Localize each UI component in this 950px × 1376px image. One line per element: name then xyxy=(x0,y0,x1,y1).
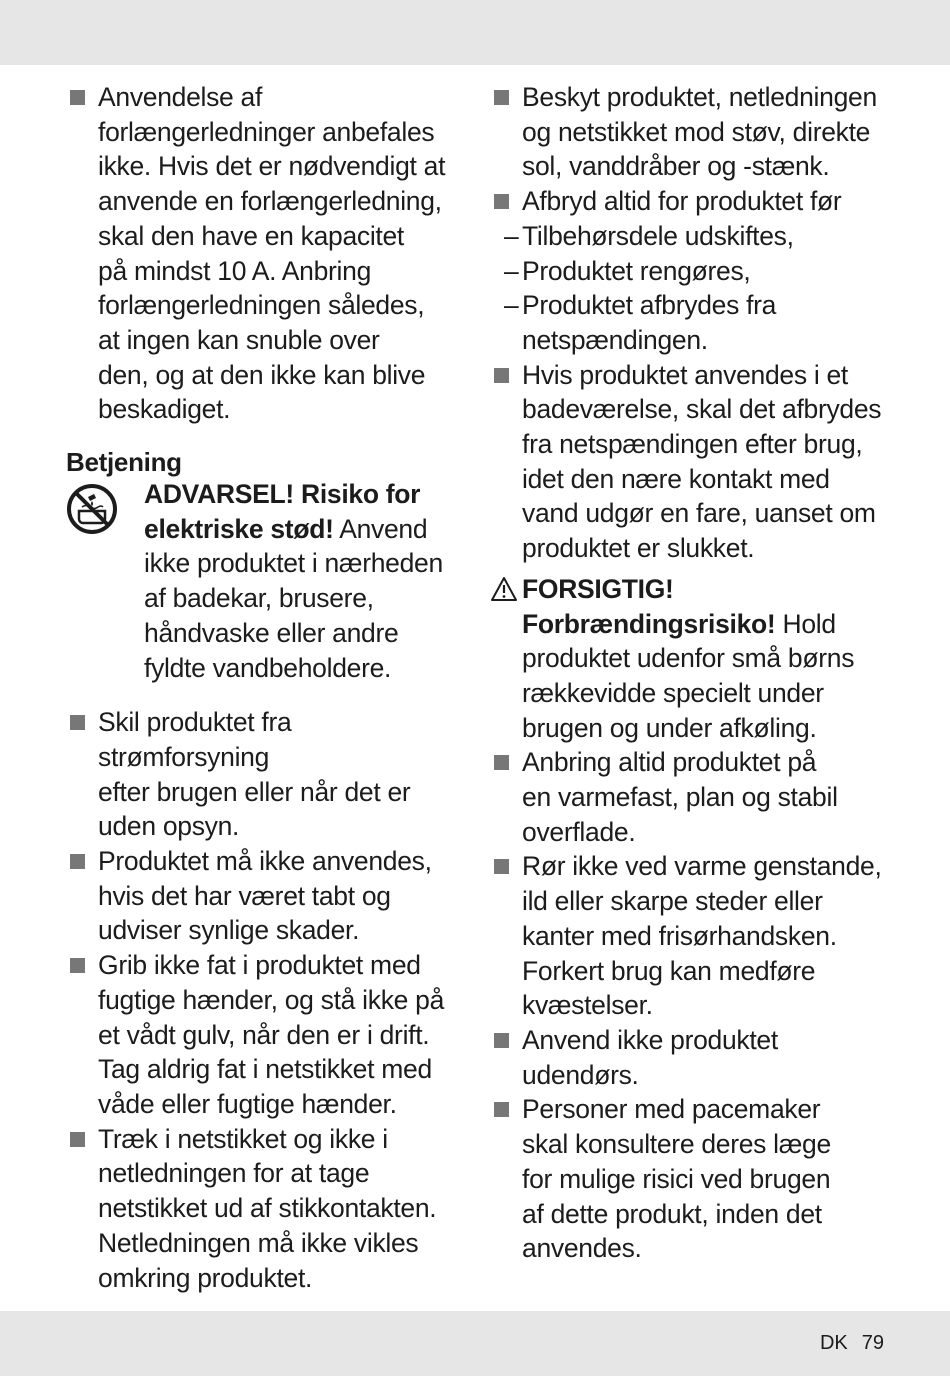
right-column xyxy=(490,80,885,1266)
warning-block xyxy=(66,477,466,685)
text-line: forlængerledninger anbefales xyxy=(98,116,435,147)
text-line: våde eller fugtige hænder. xyxy=(98,1088,397,1119)
text-line: ikke produktet i nærheden xyxy=(144,548,443,579)
top-band xyxy=(0,0,950,65)
text-line: netstikket ud af stikkontakten. xyxy=(98,1193,437,1224)
dash-item xyxy=(504,254,885,289)
dash-marker: – xyxy=(504,220,519,251)
text-line: hvis det har været tabt og xyxy=(98,880,391,911)
text-line: Rør ikke ved varme genstande, xyxy=(522,851,882,882)
bullet-square xyxy=(494,90,509,105)
bullet-square xyxy=(494,194,509,209)
text-line: forlængerledningen således, xyxy=(98,290,425,321)
list-item xyxy=(66,1122,466,1296)
bottom-band xyxy=(0,1311,950,1376)
bullet-square xyxy=(494,368,509,383)
text-line: Hold xyxy=(775,608,836,639)
text-line: Hvis produktet anvendes i et xyxy=(522,359,848,390)
text-line: Produktet må ikke anvendes, xyxy=(98,846,432,877)
text-line: et vådt gulv, når den er i drift. xyxy=(98,1019,430,1050)
text-line: Tag aldrig fat i netstikket med xyxy=(98,1054,432,1085)
text-line: Netledningen må ikke vikles xyxy=(98,1227,419,1258)
text-line: på mindst 10 A. Anbring xyxy=(98,255,372,286)
text-line: netledningen for at tage xyxy=(98,1158,370,1189)
page-footer xyxy=(820,1332,884,1355)
text-line: Grib ikke fat i produktet med xyxy=(98,950,421,981)
text-line: Forkert brug kan medføre xyxy=(522,955,816,986)
list-item xyxy=(490,358,885,566)
text-line: ild eller skarpe steder eller xyxy=(522,886,823,917)
bullet-square xyxy=(494,1102,509,1117)
bullet-square xyxy=(494,1033,509,1048)
text-line: Personer med pacemaker xyxy=(522,1094,821,1125)
text-line: kvæstelser. xyxy=(522,990,653,1021)
text-line: for mulige risici ved brugen xyxy=(522,1163,831,1194)
text-line: Træk i netstikket og ikke i xyxy=(98,1123,388,1154)
text-line: efter brugen eller når det er xyxy=(98,776,411,807)
list-item xyxy=(490,1092,885,1266)
text-line: Anvend ikke produktet xyxy=(522,1024,778,1055)
bullet-square xyxy=(494,859,509,874)
text-line: fyldte vandbeholdere. xyxy=(144,652,392,683)
text-line: at ingen kan snuble over xyxy=(98,324,380,355)
text-line: Anvendelse af xyxy=(98,82,263,112)
text-line: brugen og under afkøling. xyxy=(522,712,817,743)
dash-item xyxy=(504,288,885,357)
text-line: den, og at den ikke kan blive xyxy=(98,359,426,390)
text-line: omkring produktet. xyxy=(98,1262,313,1293)
dash-item xyxy=(504,219,885,254)
text-line: Produktet rengøres, xyxy=(522,255,751,286)
text-line: udendørs. xyxy=(522,1059,639,1090)
bullet-square xyxy=(70,1132,85,1147)
text-line: skal konsultere deres læge xyxy=(522,1129,831,1160)
text-line: Skil produktet fra strømforsyning xyxy=(98,707,292,772)
list-item xyxy=(66,844,466,948)
text-line: af dette produkt, inden det xyxy=(522,1198,822,1229)
text-line: sol, vanddråber og -stænk. xyxy=(522,151,830,182)
list-item xyxy=(66,948,466,1122)
list-item xyxy=(490,184,885,219)
text-line: udviser synlige skader. xyxy=(98,915,360,946)
bullet-square xyxy=(70,90,85,105)
text-line: Beskyt produktet, netledningen xyxy=(522,82,877,112)
text-line: anvende en forlængerledning, xyxy=(98,186,442,217)
text-line: rækkevidde specielt under xyxy=(522,677,824,708)
text-line: Anbring altid produktet på xyxy=(522,747,817,778)
text-line: produktet er slukket. xyxy=(522,533,755,564)
text-line: beskadiget. xyxy=(98,394,231,425)
language-code: DK xyxy=(819,1332,848,1354)
text-line: overflade. xyxy=(522,816,636,847)
text-line: anvendes. xyxy=(522,1233,642,1264)
caution-heading: FORSIGTIG! xyxy=(522,573,674,604)
text-line: af badekar, brusere, xyxy=(144,583,374,614)
text-line: vand udgør en fare, uanset om xyxy=(522,498,876,529)
text-line: netspændingen. xyxy=(522,324,708,355)
text-line: produktet udenfor små børns xyxy=(522,643,855,674)
text-line: og netstikket mod støv, direkte xyxy=(522,116,871,147)
text-line: Anvend xyxy=(333,513,428,544)
caution-block xyxy=(490,572,885,746)
section-title: Betjening xyxy=(66,447,182,478)
left-column xyxy=(66,80,466,1295)
list-item xyxy=(490,1023,885,1092)
text-line: Tilbehørsdele udskiftes, xyxy=(522,220,794,251)
text-line: Produktet afbrydes fra xyxy=(522,290,777,321)
bullet-square xyxy=(70,958,85,973)
text-line: idet den nære kontakt med xyxy=(522,463,830,494)
text-line: uden opsyn. xyxy=(98,811,240,842)
text-line: fra netspændingen efter brug, xyxy=(522,429,863,460)
list-item xyxy=(490,80,885,184)
text-line: Afbryd altid for produktet før xyxy=(522,186,842,217)
text-line: håndvaske eller andre xyxy=(144,617,399,648)
text-line: en varmefast, plan og stabil xyxy=(522,782,838,813)
bullet-square xyxy=(70,715,85,730)
list-item xyxy=(66,80,466,427)
text-line: skal den have en kapacitet xyxy=(98,220,404,251)
text-line: ikke. Hvis det er nødvendigt at xyxy=(98,151,446,182)
warning-heading: ADVARSEL! Risiko for xyxy=(144,479,421,510)
warning-heading: elektriske stød! xyxy=(144,513,334,544)
page-number: 79 xyxy=(861,1332,884,1354)
no-water-hazard-icon xyxy=(66,483,118,535)
dash-marker: – xyxy=(504,290,519,321)
dash-marker: – xyxy=(504,255,519,286)
bullet-square xyxy=(70,854,85,869)
text-line: fugtige hænder, og stå ikke på xyxy=(98,984,445,1015)
caution-heading: Forbrændingsrisiko! xyxy=(522,608,776,639)
list-item xyxy=(490,849,885,1023)
bullet-square xyxy=(494,755,509,770)
text-line: kanter med frisørhandsken. xyxy=(522,920,837,951)
text-line: badeværelse, skal det afbrydes xyxy=(522,394,882,425)
list-item xyxy=(66,705,466,844)
warning-triangle-icon xyxy=(490,576,518,602)
list-item xyxy=(490,745,885,849)
